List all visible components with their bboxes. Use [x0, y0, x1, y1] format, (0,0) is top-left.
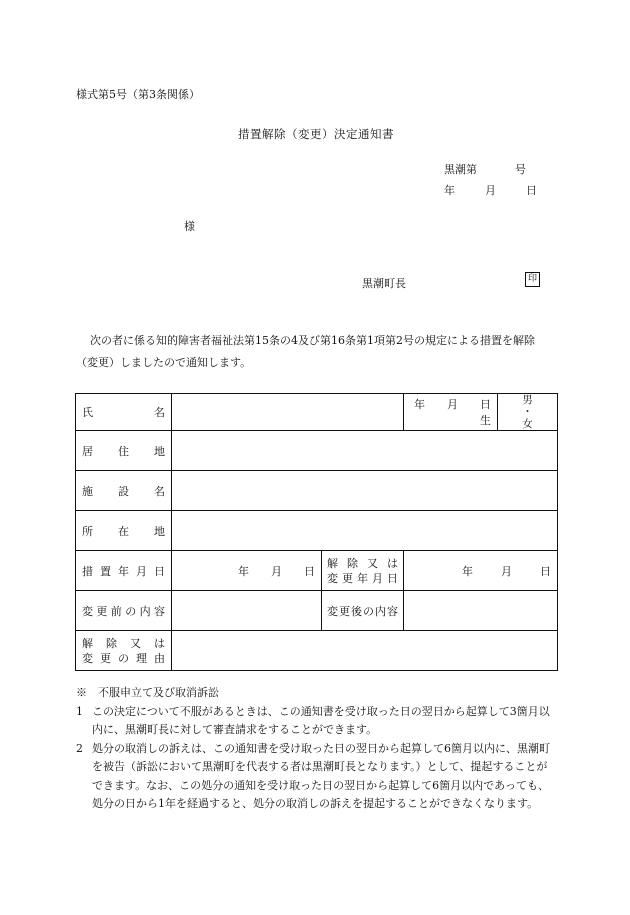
measure-date-field[interactable] [172, 551, 322, 591]
notes-section [76, 684, 556, 814]
after-content-label: 変更後の内容 [322, 591, 404, 631]
before-content-field[interactable] [172, 591, 322, 631]
note-text: 処分の取消しの訴えは、この通知書を受け取った日の翌日から起算して6箇月以内に、黒潮町を被告（訴訟において黒潮町を代表する者は黒潮町長となります。）として、提起することができます。なお、この処分の通知を受け取った日の翌日から起算して6箇月以内であっても、処分の日から1年を経過すると、処分の取消しの訴えを提起することができなくなります。 [92, 741, 550, 810]
sex-female: 女 [522, 418, 533, 430]
document-title: 措置解除（変更）決定通知書 [238, 127, 394, 141]
note-text: この決定について不服があるときは、この通知書を受け取った日の翌日から起算して3箇月以内に、黒潮町長に対して審査請求をすることができます。 [92, 704, 550, 736]
cancel-date-label [322, 551, 404, 591]
issue-date-line [444, 182, 537, 198]
after-content-field[interactable] [404, 591, 558, 631]
note-item [76, 740, 556, 814]
document-number-line [444, 161, 526, 177]
measure-date-label: 措置年月日 [76, 551, 172, 591]
location-field[interactable] [172, 511, 558, 551]
notes-heading: ※ 不服申立て及び取消訴訟 [76, 686, 219, 699]
form-number: 様式第5号（第3条関係） [76, 88, 200, 101]
table-row [76, 471, 558, 511]
table-row [76, 431, 558, 471]
residence-field[interactable] [172, 431, 558, 471]
issue-date-year: 年 [444, 184, 455, 197]
table-row [76, 394, 558, 431]
measure-date-year: 年 [238, 564, 249, 578]
cancel-date-label-line1: 解除又は [327, 556, 398, 570]
table-row [76, 591, 558, 631]
document-number-suffix: 号 [515, 163, 526, 176]
location-label: 所在地 [76, 511, 172, 551]
body-text [76, 330, 556, 374]
table-row [76, 631, 558, 671]
birthdate-field[interactable] [404, 394, 498, 431]
name-field[interactable] [172, 394, 404, 431]
sex-field[interactable] [498, 394, 558, 431]
note-item [76, 703, 556, 740]
measure-date-month: 月 [271, 564, 282, 578]
seal-mark: 印 [525, 272, 540, 287]
body-paragraph: 次の者に係る知的障害者福祉法第15条の4及び第16条第1項第2号の規定による措置を解除（変更）しましたので通知します。 [76, 334, 535, 369]
birth-year: 年 [414, 398, 425, 411]
sex-separator: ・ [522, 406, 533, 418]
residence-label: 居住地 [76, 431, 172, 471]
note-number: 1 [76, 704, 83, 718]
birth-day: 日生 [480, 398, 491, 427]
addressee-suffix: 様 [184, 220, 195, 233]
measure-date-day: 日 [304, 564, 315, 578]
table-row [76, 551, 558, 591]
facility-label: 施設名 [76, 471, 172, 511]
before-content-label: 変更前の内容 [76, 591, 172, 631]
details-table [75, 393, 558, 671]
facility-field[interactable] [172, 471, 558, 511]
cancel-date-label-line2: 変更年月日 [327, 571, 398, 585]
cancel-date-field[interactable] [404, 551, 558, 591]
reason-label [76, 631, 172, 671]
birth-month: 月 [447, 398, 458, 411]
issuer-name: 黒潮町長 [362, 277, 406, 290]
sex-male: 男 [522, 394, 533, 406]
note-number: 2 [76, 741, 83, 755]
table-row [76, 511, 558, 551]
reason-label-line2: 変更の理由 [82, 651, 165, 665]
cancel-date-day: 日 [540, 564, 551, 578]
issue-date-day: 日 [526, 184, 537, 197]
cancel-date-month: 月 [501, 564, 512, 578]
cancel-date-year: 年 [462, 564, 473, 578]
reason-field[interactable] [172, 631, 558, 671]
document-number-prefix: 黒潮第 [444, 163, 477, 176]
name-label: 氏名 [76, 394, 172, 431]
issue-date-month: 月 [485, 184, 496, 197]
reason-label-line1: 解除又は [82, 636, 165, 650]
